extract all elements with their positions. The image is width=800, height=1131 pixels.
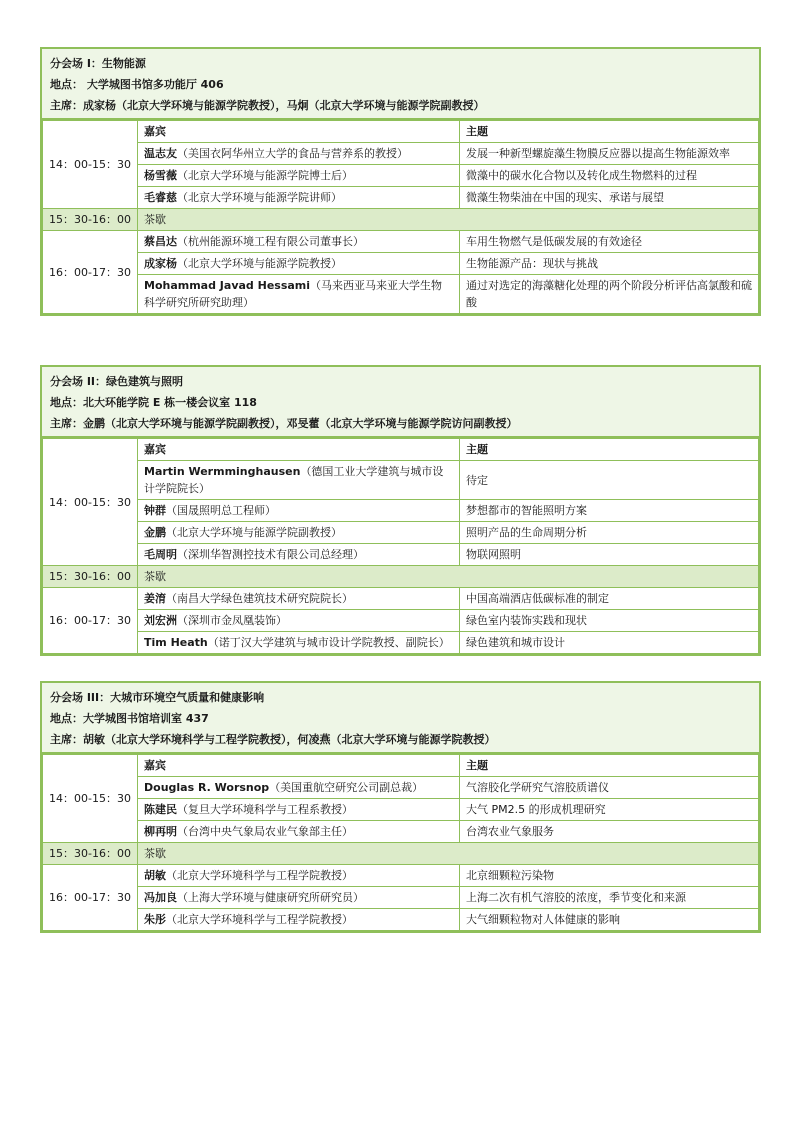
table-row [43,821,759,843]
guest-cell [138,799,460,821]
guest-affiliation: （杭州能源环境工程有限公司董事长） [177,235,364,248]
guest-affiliation: （诺丁汉大学建筑与城市设计学院教授、副院长） [207,636,450,649]
guest-affiliation: （南昌大学绿色建筑技术研究院院长） [166,592,353,605]
topic-cell: 通过对选定的海藻糖化处理的两个阶段分析评估高氯酸和硫酸 [460,275,759,314]
guest-cell [138,187,460,209]
topic-cell: 微藻生物柴油在中国的现实、承诺与展望 [460,187,759,209]
guest-name: Martin Wermminghausen [144,465,301,478]
guest-cell [138,143,460,165]
guest-name: Douglas R. Worsnop [144,781,270,794]
session-chairs: 主席：金鹏（北京大学环境与能源学院副教授），邓旻藿（北京大学环境与能源学院访问副教授） [50,417,518,430]
guest-name: 柳再明 [144,825,177,838]
break-label: 茶歇 [138,843,759,865]
break-label: 茶歇 [138,566,759,588]
guest-cell [138,253,460,275]
time-cell: 16：00-17：30 [43,588,138,654]
guest-cell [138,231,460,253]
topic-cell: 台湾农业气象服务 [460,821,759,843]
table-row [43,522,759,544]
guest-affiliation: （北京大学环境与能源学院副教授） [166,526,342,539]
table-row [43,165,759,187]
table-row [43,187,759,209]
guest-affiliation: （德国工业大学建筑与城市设计学院院长） [144,465,444,495]
table-row [43,777,759,799]
guest-name: 成家杨 [144,257,177,270]
guest-name: 金鹏 [144,526,166,539]
guest-cell [138,632,460,654]
guest-name: 姜淯 [144,592,166,605]
guest-affiliation: （台湾中央气象局农业气象部主任） [177,825,353,838]
table-row [43,500,759,522]
session-header [42,49,759,120]
time-cell: 16：00-17：30 [43,231,138,314]
time-cell: 14：00-15：30 [43,121,138,209]
schedule-table [42,754,759,931]
guest-affiliation: （国晟照明总工程师） [166,504,276,517]
guest-name: 毛周明 [144,548,177,561]
session-header [42,367,759,438]
table-row [43,544,759,566]
topic-cell: 车用生物燃气是低碳发展的有效途径 [460,231,759,253]
guest-name: Mohammad Javad Hessami [144,279,311,292]
guest-affiliation: （北京大学环境科学与工程学院教授） [166,869,353,882]
column-header-guest: 嘉宾 [138,121,460,143]
table-row [43,755,759,777]
topic-cell: 中国高端酒店低碳标准的制定 [460,588,759,610]
topic-cell: 绿色建筑和城市设计 [460,632,759,654]
guest-cell [138,461,460,500]
guest-affiliation: （北京大学环境与能源学院讲师） [177,191,342,204]
column-header-topic: 主题 [460,121,759,143]
guest-cell [138,821,460,843]
session-chairs: 主席：胡敏（北京大学环境科学与工程学院教授），何凌燕（北京大学环境与能源学院教授） [50,733,496,746]
guest-name: 朱彤 [144,913,166,926]
guest-affiliation: （上海大学环境与健康研究所研究员） [177,891,364,904]
column-header-guest: 嘉宾 [138,755,460,777]
guest-name: 胡敏 [144,869,166,882]
schedule-table [42,438,759,654]
guest-affiliation: （美国衣阿华州立大学的食品与营养系的教授） [177,147,408,160]
guest-cell [138,275,460,314]
topic-cell: 上海二次有机气溶胶的浓度，季节变化和来源 [460,887,759,909]
session-2 [40,365,761,656]
topic-cell: 待定 [460,461,759,500]
guest-affiliation: （马来西亚马来亚大学生物科学研究所研究助理） [144,279,443,309]
guest-affiliation: （北京大学环境与能源学院教授） [177,257,342,270]
column-header-topic: 主题 [460,439,759,461]
topic-cell: 绿色室内装饰实践和现状 [460,610,759,632]
guest-cell [138,610,460,632]
topic-cell: 梦想都市的智能照明方案 [460,500,759,522]
table-row [43,231,759,253]
guest-affiliation: （复旦大学环境科学与工程系教授） [177,803,353,816]
column-header-guest: 嘉宾 [138,439,460,461]
topic-cell: 照明产品的生命周期分析 [460,522,759,544]
guest-name: 刘宏洲 [144,614,177,627]
topic-cell: 微藻中的碳水化合物以及转化成生物燃料的过程 [460,165,759,187]
table-row [43,275,759,314]
session-location: 地点：大学城图书馆培训室 437 [50,712,209,725]
schedule-table [42,120,759,314]
topic-cell: 大气细颗粒物对人体健康的影响 [460,909,759,931]
break-row [43,209,759,231]
session-1 [40,47,761,316]
topic-cell: 发展一种新型螺旋藻生物膜反应器以提高生物能源效率 [460,143,759,165]
guest-name: 钟群 [144,504,166,517]
break-time: 15：30-16：00 [43,566,138,588]
session-location: 地点： 大学城图书馆多功能厅 406 [50,78,224,91]
break-row [43,843,759,865]
guest-cell [138,909,460,931]
guest-cell [138,544,460,566]
guest-cell [138,887,460,909]
table-row [43,865,759,887]
table-row [43,121,759,143]
break-label: 茶歇 [138,209,759,231]
table-row [43,799,759,821]
topic-cell: 物联网照明 [460,544,759,566]
guest-name: 蔡昌达 [144,235,177,248]
guest-affiliation: （北京大学环境与能源学院博士后） [177,169,353,182]
guest-name: 陈建民 [144,803,177,816]
guest-affiliation: （美国重航空研究公司副总裁） [269,781,424,794]
table-row [43,887,759,909]
table-row [43,588,759,610]
guest-cell [138,777,460,799]
guest-cell [138,522,460,544]
table-row [43,632,759,654]
break-time: 15：30-16：00 [43,209,138,231]
guest-cell [138,165,460,187]
time-cell: 16：00-17：30 [43,865,138,931]
guest-affiliation: （北京大学环境科学与工程学院教授） [166,913,353,926]
topic-cell: 气溶胶化学研究气溶胶质谱仪 [460,777,759,799]
guest-name: 毛睿慈 [144,191,177,204]
guest-cell [138,500,460,522]
topic-cell: 大气 PM2.5 的形成机理研究 [460,799,759,821]
table-row [43,461,759,500]
topic-cell: 北京细颗粒污染物 [460,865,759,887]
guest-cell [138,865,460,887]
guest-name: 杨雪薇 [144,169,177,182]
session-title: 分会场 I：生物能源 [50,57,146,70]
topic-cell: 生物能源产品：现状与挑战 [460,253,759,275]
table-row [43,610,759,632]
guest-name: Tim Heath [144,636,208,649]
guest-affiliation: （深圳市金凤凰装饰） [177,614,287,627]
session-title: 分会场 II：绿色建筑与照明 [50,375,184,388]
time-cell: 14：00-15：30 [43,439,138,566]
table-row [43,253,759,275]
break-time: 15：30-16：00 [43,843,138,865]
column-header-topic: 主题 [460,755,759,777]
break-row [43,566,759,588]
time-cell: 14：00-15：30 [43,755,138,843]
session-location: 地点：北大环能学院 E 栋一楼会议室 118 [50,396,257,409]
table-row [43,143,759,165]
session-chairs: 主席：成家杨（北京大学环境与能源学院教授），马炯（北京大学环境与能源学院副教授） [50,99,485,112]
guest-name: 冯加良 [144,891,177,904]
guest-affiliation: （深圳华智测控技术有限公司总经理） [177,548,364,561]
guest-cell [138,588,460,610]
guest-name: 温志友 [144,147,177,160]
table-row [43,909,759,931]
session-header [42,683,759,754]
session-3 [40,681,761,933]
table-row [43,439,759,461]
session-title: 分会场 III：大城市环境空气质量和健康影响 [50,691,265,704]
